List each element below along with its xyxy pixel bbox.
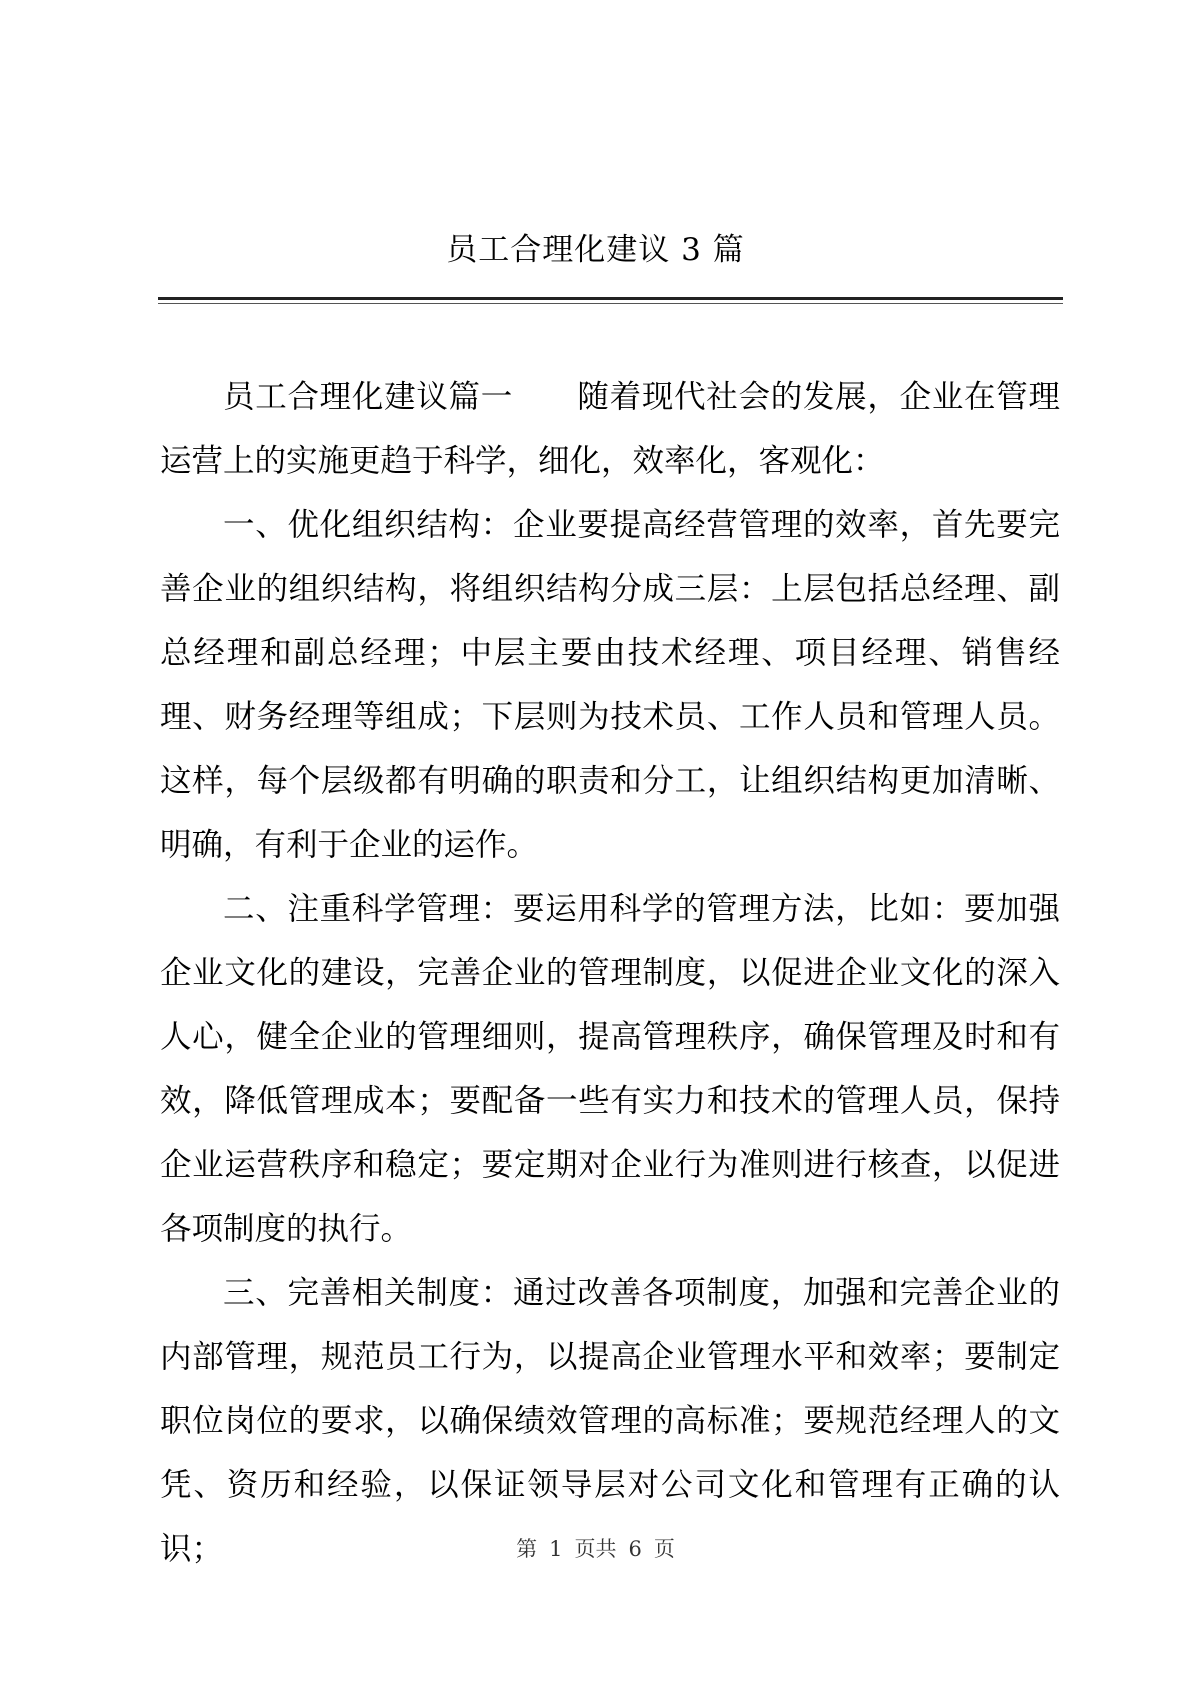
paragraph-section-3: 三、完善相关制度：通过改善各项制度，加强和完善企业的内部管理，规范员工行为，以提高企业管理水平和效率；要制定职位岗位的要求，以确保绩效管理的高标准；要规范经理人的文凭、资历和经验，以保证领导层对公司文化和管理有正确的认识；: [160, 1275, 1060, 1567]
title-divider: [158, 297, 1063, 300]
footer-current-page: 1: [549, 1537, 563, 1561]
title-divider-thin: [158, 303, 1063, 304]
document-body: [160, 365, 1060, 1581]
paragraph-section-2: 二、注重科学管理：要运用科学的管理方法，比如：要加强企业文化的建设，完善企业的管理制度，以促进企业文化的深入人心，健全企业的管理细则，提高管理秩序，确保管理及时和有效，降低管理成本；要配备一些有实力和技术的管理人员，保持企业运营秩序和稳定；要定期对企业行为准则进行核查，以促进各项制度的执行。: [160, 891, 1060, 1247]
document-title: 员工合理化建议 3 篇: [446, 232, 745, 268]
page-footer: [0, 1535, 1191, 1563]
paragraph-intro: 员工合理化建议篇一 随着现代社会的发展，企业在管理运营上的实施更趋于科学，细化，效率化，客观化：: [160, 379, 1060, 479]
footer-prefix: 第: [516, 1537, 538, 1561]
footer-middle: 页共: [574, 1537, 617, 1561]
footer-suffix: 页: [653, 1537, 675, 1561]
paragraph-section-1: 一、优化组织结构：企业要提高经营管理的效率，首先要完善企业的组织结构，将组织结构分成三层：上层包括总经理、副总经理和副总经理；中层主要由技术经理、项目经理、销售经理、财务经理等组成；下层则为技术员、工作人员和管理人员。这样，每个层级都有明确的职责和分工，让组织结构更加清晰、明确，有利于企业的运作。: [160, 507, 1060, 863]
footer-total-pages: 6: [628, 1537, 642, 1561]
